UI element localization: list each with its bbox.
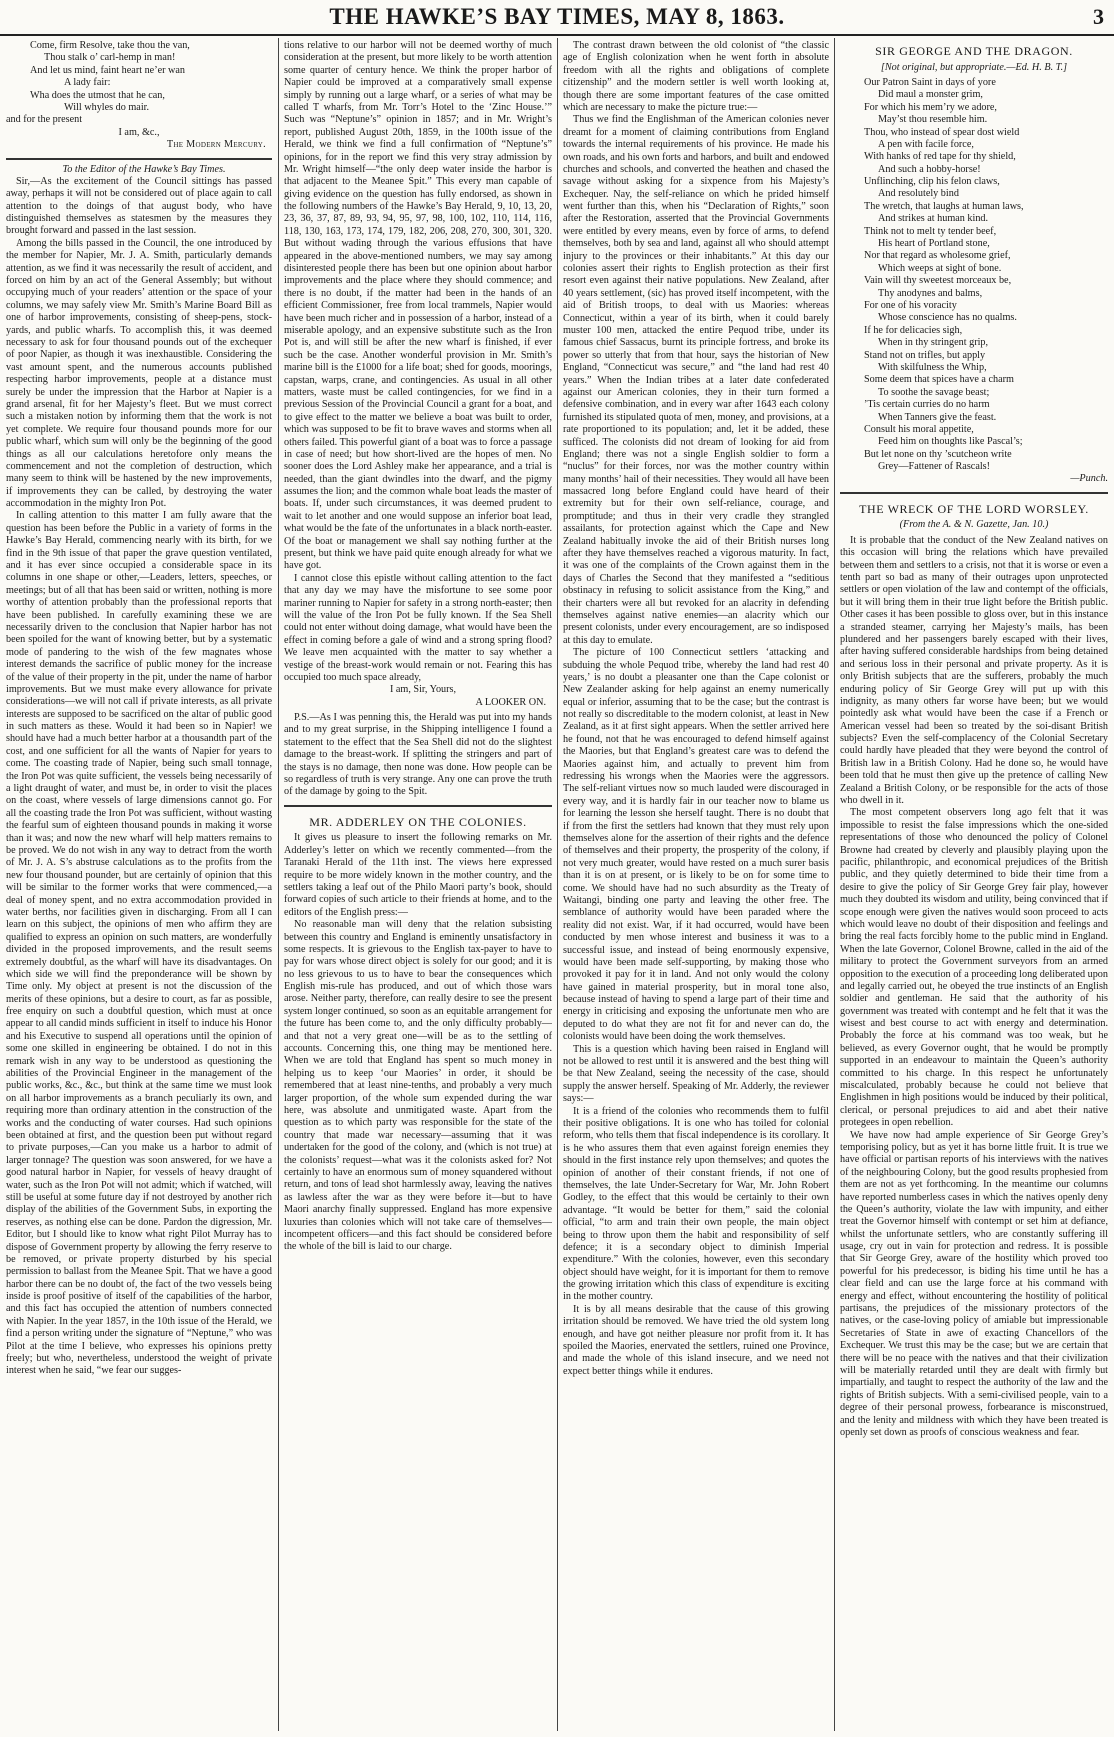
letter-paragraph: Sir,—As the excitement of the Council sittings has passed away, perhaps it will not be considered out of place again to call attention to the doings of that august body, who have distinguished themselves as statesmen by the measures they brought forward and passed in the last session. <box>6 175 272 237</box>
poem-line: When Tanners give the feast. <box>878 411 997 423</box>
poem-line: With skilfulness the Whip, <box>878 361 987 373</box>
article-paragraph: It is by all means desirable that the cause of this growing irritation should be removed. We have tried the old system long enough, and have got neither pleasure nor profit from it. It has spoiled the Maories, enervated the settlers, ruined one Province, and made the whole of this island insecure, and we need not expect better things while it endures. <box>563 1303 829 1377</box>
page-number: 3 <box>1093 4 1104 29</box>
poem-line: Nor that regard as wholesome grief, <box>864 250 1011 262</box>
verse-line: Come, firm Resolve, take thou the van, <box>30 40 190 51</box>
poem-line: Stand not on trifles, but apply <box>864 349 986 361</box>
poem-line: Some deem that spices have a charm <box>864 374 1014 386</box>
poem-line: Which weeps at sight of bone. <box>878 262 1002 274</box>
verse-line: A lady fair: <box>64 77 111 89</box>
poem-line: A pen with facile force, <box>878 138 974 150</box>
article-paragraph: The picture of 100 Connecticut settlers ‘attacking and subduing the whole Pequod tribe, whereby the land had rest 40 years,’ is no doubt a pleasanter one than the Cape colonist or New Zealander asking for help against an enemy numerically equal or inferior, assuming that to be the case; but the contrast is not really so discreditable to the modern colonist, at least in New Zealand, as it at first sight appears. When the settler arrived here he found, not that he was encouraged to defend himself against the Maories, but that England’s greatest care was to defend the Maories against him, and actually to prevent him from redressing his wrongs when the Maories were the aggressors. The self-reliant virtues now so much lauded were discouraged in every way, and it is hardly fair in our teacher now to blame us for learning the lesson she herself taught. There is no doubt that if from the first the settlers had known that they must rely upon themselves alone for the assertion of their rights and the defence of themselves and their property, the prosperity of the colony, if not very much greater, would have rested on a much surer basis than it is on at present, or is likely to be on for some time to come. We should have had no such absurdity as the Treaty of Waitangi, binding one party and leaving the other free. The semblance of authority would have been paraded where the reality did not exist. War, if it had occurred, would have been conducted by men whose interest and business it was to a successful issue, and instead of being enormously expensive, would have been made self-supporting, by making those who provoked it pay for it in land. And not only would the colony have gained in material prosperity, but in moral tone also, because instead of having to spend a large part of their time and energy in criticising and exposing the unfortunate men who are deputed to do what they are not fit for and never can do, the colonists would have been doing the work themselves. <box>563 647 829 1043</box>
article-paragraph: It is probable that the conduct of the New Zealand natives on this occasion will bring the relations which have prevailed between them and settlers to a crisis, not that it is worse or even a tenth part so bad as many of their outrages upon unprotected settlers or open violation of the law and contempt of the officials, but it will bring them in their true light before the British public. Other cases it has been possible to gloss over, but in this instance a stranded steamer, carrying her Majesty’s mails, has been plundered and her passengers barely escaped with their lives, after having suffered considerable hardships from being detained and serious loss in their personal and private property. As it is only British subjects that are the sufferers, probably the much enduring policy of Sir George Grey will put up with this indignity, as many others far worse have been; but we would pointedly ask what would have been the case if a French or American vessel had been so treated by the soi-disant British subjects? Even the self-complacency of the Colonial Secretary could hardly have pleaded that they were beyond the control of British law in a British Colony. Had he done so, he would have been told that he must then give up the pretence of calling New Zealand a British Colony, or be responsible for the acts of those who dwell in it. <box>840 534 1108 807</box>
poem-line: Unflinching, clip his felon claws, <box>864 176 1000 188</box>
poem-line: And resolutely bind <box>878 188 959 200</box>
article-divider <box>840 492 1108 498</box>
poem-line: But let none on thy ’scutcheon write <box>864 448 1012 460</box>
verse-quote <box>30 40 272 114</box>
poem-line: With hanks of red tape for thy shield, <box>864 151 1016 163</box>
letter-heading: To the Editor of the Hawke’s Bay Times. <box>62 163 226 175</box>
column-4 <box>840 40 1108 1731</box>
article-divider <box>284 805 552 811</box>
poem-heading: SIR GEORGE AND THE DRAGON. <box>875 44 1073 58</box>
poem-line: Thy anodynes and balms, <box>878 287 983 299</box>
article-paragraph: The most competent observers long ago felt that it was impossible to resist the false impressions which the one-sided representations of those who denounced the policy of Colonel Browne had created by cleverly and plausibly playing upon the pacific, philanthropic, and economical prejudices of the British public, and they quietly determined to bide their time from a desire to give the policy of Sir George Grey fair play, however much they doubted its wisdom and utility, being convinced that if scope enough were given the natives would soon proceed to acts which would leave no doubt of their disposition and feelings and bring the real facts forcibly home to the public mind in England. When the late Governor, Colonel Browne, called in the aid of the military to protect the Government surveyors from an armed opposition to the execution of a proceeding long deliberated upon and legally carried out, he obeyed the true instincts of an English soldier and gentleman. He said that the authority of his government was treated with contempt and he felt that it was the wisest and best course to act with energy and determination. Probably the force at his command was too weak, but he believed, as every Governor ought, that he would be promptly supported in an endeavour to maintain the Queen’s authority committed to his charge. In this respect he unfortunately miscalculated, probably because he could not believe that Englishmen in high positions would be induced by their political, clerical, or personal prejudices to aid and abet their native protegees in open rebellion. <box>840 807 1108 1129</box>
article-paragraph: No reasonable man will deny that the relation subsisting between this country and England is eminently unsatisfactory in some respects. It is grievous to the English tax-payer to have to pay for wars whose direct object is solely for our good; and it is no less grievous to us to have to bear the consequences which English mis-rule has produced, and out of which those wars arose. Neither party, therefore, can really desire to see the present system longer continued, so soon as an equitable arrangement for the future has been come to, and the only difficulty probably—and that not a very great one—will be as to the settling of accounts. Concerning this, one thing may be mentioned here. When we are told that England has spent so much money in helping us to keep ‘our Maories’ in order, it should be remembered that at least nine-tenths, and probably a very much larger proportion, of the whole sum expended during the war here, was absolute and unmitigated waste. Apart from the question as to which party was responsible for the state of the country that made war necessary—assuming that it was undertaken for the good of the colony, and (which is not true) at the colonists’ request—what was it the colonists asked for? Not certainly to have an enormous sum of money squandered without return, and tons of lead shot harmlessly away, leaving the natives as lawless after the war as they were before it—but to have Maori anarchy finally suppressed. England has more expensive luxuries than colonies which will not take care of themselves—incompetent officers—and this fact should be considered before the whole of the bill is laid to our charge. <box>284 919 552 1253</box>
letter-paragraph: tions relative to our harbor will not be deemed worthy of much consideration at the present, but more likely to be worth attention some quarter of century hence. We think the proper harbor of Napier could be improved at a comparatively small expense simply by running out a large wharf, or a series of what may be called T wharfs, from Mr. Torr’s Hotel to the ‘Zinc House.’” Such was “Neptune’s” opinion in 1857; and in Mr. Wright’s report, published August 20th, 1859, in the 100th issue of the Herald, we think we find a full confirmation of “Neptune’s” opinions, for in the report we find this very stray admission by Mr. Wright himself—“the only deep water inside the harbor is that adjacent to the Meanee Spit.” This every man capable of giving evidence on the question has fully endorsed, as shown in the following numbers of the Hawke’s Bay Herald, 9, 10, 13, 20, 23, 36, 37, 87, 89, 93, 94, 95, 97, 98, 100, 102, 110, 114, 116, 118, 130, 163, 173, 174, 179, 182, 206, 208, 270, 300, 301, 320. But without wading through the various effusions that have appeared in the above-mentioned numbers, we may say among disinterested people there has been but one opinion about harbor improvements and the place where they should commence; and there is no doubt, if the matter had been in the hands of an efficient Commissioner, free from local trammels, Napier would have been much richer and in possession of a harbor, instead of a miserable apology, and an expensive substitute such as the Iron Pot is, and will still be after the new wharf is finished, if ever such be the case. Another wonderful provision in Mr. Smith’s marine bill is the £1000 for a life boat; shed for goods, moorings, capstan, warps, crane, and contingencies. As usual in all other matters, waste must be called contingencies, for we find in a previous Session of the Provincial Council a grant for a boat, and to give effect to the matter we believe a boat was built to order, which was supposed to be fit to brave waves and storms when all others failed. This powerful giant of a boat was to force a passage in case of need; but how short-lived are the hopes of men. No sooner does the Lord Ashley make her appearance, and a trial is needed, than the giant dwindles into the dwarf, and the pigmy assumes the lion; and the common whale boat leads the master of boats. If, under such circumstances, it was deemed prudent to wait to let another and one would suppose an inferior boat lead, what would be the fate of the unfortunates in a black north-easter. Of the boat or management we shall say nothing further at the present, but think we have paid quite enough already for what we have got. <box>284 40 552 572</box>
poem-line: Vain will thy sweetest morceaux be, <box>864 275 1012 287</box>
article-heading: THE WRECK OF THE LORD WORSLEY. <box>859 501 1089 516</box>
letter-closing: I am, &c., <box>118 126 160 138</box>
letter-signature: The Modern Mercury. <box>166 139 266 151</box>
letter-paragraph: I cannot close this epistle without calling attention to the fact that any day we may have the misfortune to see some poor mariner running to Napier for safety in a strong north-easter; then will the value of the Iron Pot be fully known. If the Sea Shell could not enter without doing damage, what would have been the effect in coming before a gale of wind and a strong spring flood? We leave men acquainted with the matter to say whether a vestige of the breast-work would remain or not. Fearing this has occupied too much space already, <box>284 572 552 683</box>
verse-line: Will whyles do mair. <box>64 101 150 113</box>
poem-body <box>864 77 1108 474</box>
article-paragraph: Thus we find the Englishman of the American colonies never dreamt for a moment of claiming contributions from England towards the internal requirements of his province. He made his own roads, and his own forts and harbors, and built and endowed churches and schools, and converted the heathen and chased the savage without asking for a sixpence from his Majesty’s Exchequer. Nay, the self-reliance on which he prided himself went further than this, when his “Declaration of Rights,” soon after the Restoration, asserted that the Provincial Governments were entitled by every means, even by force of arms, to defend themselves, both by sea and land, against all who should attempt injury to the provinces or their inhabitants.” At this day our colonies assert their rights to English protection as their first resort even against their native populations. New Zealand, after 40 years settlement, (sic) has proved itself incompetent, with the aid of British troops, to deal with us Maories: whereas Connecticut, within a year of its birth, when it could barely muster 100 men, attacked the entire Pequod tribe, under its famous chief Sassacus, burnt its principle fortress, and broke its power so utterly that from that hour, says the historian of New England, “Connecticut was secure,” and “the land had rest 40 years.” When the Indian tribes at a later date confederated against our American colonies, they in their turn formed a defensive combination, and in every war after 1643 each colony furnished its stipulated quota of men, money, and provisions, at a rate proportioned to its population; and, let it be added, these sufficed. The colonists did not dream of looking for aid from England; there was not a single English soldier to form a “nuclus” for their forces, nor was the mother country within many months’ hail of their necessities. They would all have been massacred long before England could have heard of their extremity but for their own self-reliance, courage, and promptitude; and thus in their very cradle they strangled assailants, for protection against which the Cape and New Zealand habitually invoke the aid of their British nurses long after they have themselves reached a vigorous maturity. In fact, it was one of the complaints of the Crown against them in the days of Charles the Second that they manifested a “seditious obstinacy in refusing to solicit assistance from the King,” and their charters were all but revoked for an alacrity in defending themselves against native enemies—an alacrity which our present colonists, under every encouragement, are so indisposed at this day to emulate. <box>563 114 829 646</box>
poem-line: Our Patron Saint in days of yore <box>864 76 996 88</box>
article-paragraph: The contrast drawn between the old colonist of “the classic age of English colonization when he went forth in absolute freedom with all the rights and obligations of complete citizenship” and the modern settler is well worth looking at, though there are some important features of the case omitted which are necessary to make the picture true:— <box>563 40 829 113</box>
verse-line: And let us mind, faint heart ne’er wan <box>30 64 186 76</box>
column-2 <box>284 40 552 1731</box>
article-source: (From the A. & N. Gazette, Jan. 10.) <box>899 519 1049 531</box>
poem-line: When in thy stringent grip, <box>878 337 989 349</box>
column-3 <box>563 40 829 1731</box>
article-heading: MR. ADDERLEY ON THE COLONIES. <box>309 814 527 829</box>
letter-paragraph: Among the bills passed in the Council, the one introduced by the member for Napier, Mr. J. A. Smith, particularly demands attention, as we find it was necessarily the result of accident, and forced on him by an act of the General Assembly; but without occupying much of your readers’ attention or the space of your columns, we may safely view Mr. Smith’s Marine Board Bill as one of harbor improvements, consisting of sheep-pens, stock-yards, and public wharfs. To accomplish this, it was deemed necessary to ask for four thousand pounds out of the exchequer of poor Napier, as though it was inexhaustible. Considering the vast amount spent, and the numerous accounts published respecting harbor improvements, people at a distance must surely be under the impression that the Harbor at Napier is a grand arsenal, fit for her Majesty’s fleet. But we must correct such a mistaken notion by informing them that the work is not yet complete. We require four thousand pounds more for our public wharf, which sum will only be the beginning of the good things as all our calculations heretofore only means the commencement and not the completion of destruction, which many seem to think will be hastened by the new improvements, if improvements they can be called, by destroying the water accommodation in the mighty Iron Pot. <box>6 237 272 510</box>
poem-line: ’Tis certain curries do no harm <box>864 399 990 411</box>
poem-line: Grey—Fattener of Rascals! <box>878 461 991 473</box>
column-1 <box>6 40 272 1731</box>
letter-closing: I am, Sir, Yours, <box>389 684 457 696</box>
poem-line: His heart of Portland stone, <box>878 238 990 250</box>
poem-line: Did maul a monster grim, <box>878 89 983 101</box>
column-divider <box>278 38 279 1731</box>
letter-paragraph: In calling attention to this matter I am fully aware that the question has been before the Public in a variety of forms in the Hawke’s Bay Herald, commencing nearly with its birth, for we find in the 9th issue of that paper the grave question ventilated, and it has ever since occupied a considerable space in its columns in one shape or other,—Leaders, letters, speeches, or meetings; but of all that has been said or written, nothing is more worthy of attention probably than the professional reports that have been published. In carefully examining these we are necessarily driven to the conclusion that Napier harbor has not been spoiled for the want of knowing better, but by a systematic mode of pandering to the wish of the few magnates whose interest demands the sacrifice of public money for the increase of the value of their property in the pit, under the name of harbor improvements. But we must make every allowance for private considerations—we will not call if private interests, as all private interests are supposed to be sacrificed on the altar of public good in such matters as these. Would it had been so in Napier! we should have had a much better harbor at a thousandth part of the cost, and one sufficient for all the wants of Napier for years to come. The coasting trade of Napier, being such small tonnage, the Iron Pot was quite sufficient, the vessels being necessarily of a light draught of water, and must be, in order to visit the places on the coast, where vessels of large dimensions cannot go. For all the coasting trade the Iron Pot was sufficient, without wasting the fearful sum of eighteen thousand pounds in making it worse than it was; and now the new wharf will help matters remains to be proved. We do not wish in any way to detract from the worth of Mr. J. A. S’s abstruse calculations as to the profits from the new four thousand pounder, but are certainly of opinion that this will be similar to the former works that were commenced,—a deal of money spent, and no extra accommodation provided in water berths, nor facilities given in discharging. From all I can learn on this subject, the opinions of men who affirm they are qualified to express an opinion on such matters, are wonderfully divided in the proposed improvements, and the result seems extremely doubtful, as the wharf will have its disadvantages. On which side we will find the preponderance will be shown by Time only. My object at present is not the discussion of the merits of these opinions, but a desire to court, as far as possible, free enquiry on such a doubtful question, which must at once appear to all candid minds sufficient in itself to induce his Honor and his Executive to suspend all operations until the opinion of some one skilled in engineering be obtained. I do not in this remark wish in any way to be understood as questioning the abilities of the Provincial Engineer in the management of the public works, &c., &c., but think at the same time we must look on all harbor improvements as a branch peculiarly its own, and requiring more than ordinary attention in the construction of the works and the conducting of water courses. Had such opinions been obtained at first, and the question been put without regard to private purposes,—Can you make us a harbor to admit of larger tonnage? The question was soon answered, for we have a good natural harbor in Napier, for vessels of heavy draught of water, such as the Iron Pot will not admit; which if watched, will still be useful at some future day if not destroyed by another rich display of the abilities of the Government Subs, in exporting the reserves, as nothing else can be done. Pardon the digression, Mr. Editor, but I should like to know what right Pilot Murray has to dispose of Government property by allowing the ferry reserve to be removed, or private property disturbed by his special permission to ballast from the Meanee Spit. That we have a good harbor there can be no doubt of, the fact of the two vessels being inside is proof positive of itself of the capabilities of the harbor, and this fact has occupied the attention of numbers connected with Napier. In the year 1857, in the 10th issue of the Herald, we find a person writing under the signature of “Neptune,” who was Pilot at the time I believe, who expresses his opinions pretty freely; but who, nevertheless, understood the weight of private interest when he said, “we fear our sugges- <box>6 510 272 1377</box>
poem-line: Whose conscience has no qualms. <box>878 312 1017 324</box>
poem-line: And strikes at human kind. <box>878 213 989 225</box>
postscript: P.S.—As I was penning this, the Herald was put into my hands and to my great surprise, in the Shipping intelligence I found a statement to the effect that the Sea Shell did not do the slightest damage to the breast-work. If splitting the stringers and part of the stays is no damage, then none was done. How people can be so regardless of truth is very strange. Any one can prove the truth of the damage by going to the Spit. <box>284 712 552 798</box>
letter-closing: and for the present <box>6 114 83 126</box>
poem-line: The wretch, that laughs at human laws, <box>864 200 1024 212</box>
column-divider <box>557 38 558 1731</box>
article-paragraph: It is a friend of the colonies who recommends them to fulfil their positive obligations. It is one who has toiled for colonial reform, who tells them that fiscal independence is its corollary. It is he who assures them that even against foreign enemies they should in the first instance rely upon themselves; and quotes the opinion of another of their constant friends, if not one of themselves, the late Under-Secretary for War, Mr. John Robert Godley, to the effect that this would be certainly to their own advantage. “It would be better for them,” said the colonial official, “to arm and train their own people, the main object being to throw upon them the habit and responsibility of self defence; it is a secondary object to diminish Imperial expenditure.” With the colonies, however, even this secondary object should have weight, for it is important for them to remove the growing irritation which this class of expenditure is exciting in the mother country. <box>563 1105 829 1303</box>
letter-signature: A LOOKER ON. <box>475 696 546 708</box>
article-paragraph: It gives us pleasure to insert the following remarks on Mr. Adderley’s letter on which we recently commented—from the Taranaki Herald of the 11th inst. The views here expressed require to be more widely known in the mother country, and the settlers taking a leaf out of the Philo Maori party’s book, should forward copies of such article to their friends at home, and to the editors of the English press:— <box>284 832 552 918</box>
verse-line: Wha does the utmost that he can, <box>30 89 165 101</box>
column-divider <box>834 38 835 1731</box>
newspaper-title: THE HAWKE’S BAY TIMES, MAY 8, 1863. <box>329 4 785 29</box>
masthead <box>0 0 1114 36</box>
poem-line: For one of his voracity <box>864 300 957 311</box>
poem-line: And such a hobby-horse! <box>878 163 981 175</box>
article-paragraph: We have now had ample experience of Sir George Grey’s temporising policy, but as yet it has borne little fruit. It is true we have official or partisan reports of his interviews with the natives of the neighbouring Colony, but the good results prophesied from them are not as yet forthcoming. In the meantime our columns have reported numberless cases in which the natives openly deny the Queen’s authority, violate the law with impunity, and either treat the Governor himself with contempt or set him at defiance, whilst the unfortunate settlers, who are constantly suffering ill usage, cry out in vain for protection and redress. It is possible that Sir George Grey, aware of the hostility which proved too powerful for his predecessor, is biding his time until he has a clear field and can use the large force at his command with energy and effect, without encountering the hostility of political partisans, the prejudices of the missionary protectors of the natives, or the case-loving policy of amiable but impressionable Secretaries of State in awe of exacting Chancellors of the Exchequer. We trust this may be the case; but we are certain that there will be no peace with the natives and that their civilization will be materially retarded until they are dealt with firmly but impartially, and taught to respect the authority of the law and the rights of British subjects. With a semi-civilised people, vain to a degree of their personal prowess, forbearance is misconstrued, and the lenity and mildness with which they have been treated is openly set down as proofs of conscious weakness and fear. <box>840 1129 1108 1438</box>
verse-line: Thou stalk o’ carl-hemp in man! <box>44 52 176 64</box>
article-paragraph: This is a question which having been raised in England will not be allowed to rest until it is answered and the best thing will be that New Zealand, seeing the necessity of the case, should supply the answer herself. Speaking of Mr. Adderly, the reviewer says:— <box>563 1043 829 1105</box>
poem-line: Consult his moral appetite, <box>864 423 974 435</box>
poem-line: Thou, who instead of spear dost wield <box>864 126 1020 138</box>
poem-line: To soothe the savage beast; <box>878 386 990 398</box>
poem-line: If he for delicacies sigh, <box>864 324 963 336</box>
poem-line: Feed him on thoughts like Pascal’s; <box>878 436 1023 448</box>
poem-line: May’st thou resemble him. <box>878 114 988 126</box>
poem-line: For which his mem’ry we adore, <box>864 101 997 113</box>
poem-subtitle: [Not original, but appropriate.—Ed. H. B. T.] <box>880 61 1068 73</box>
poem-credit: —Punch. <box>1070 473 1108 485</box>
poem-line: Think not to melt ty tender beef, <box>864 225 997 237</box>
